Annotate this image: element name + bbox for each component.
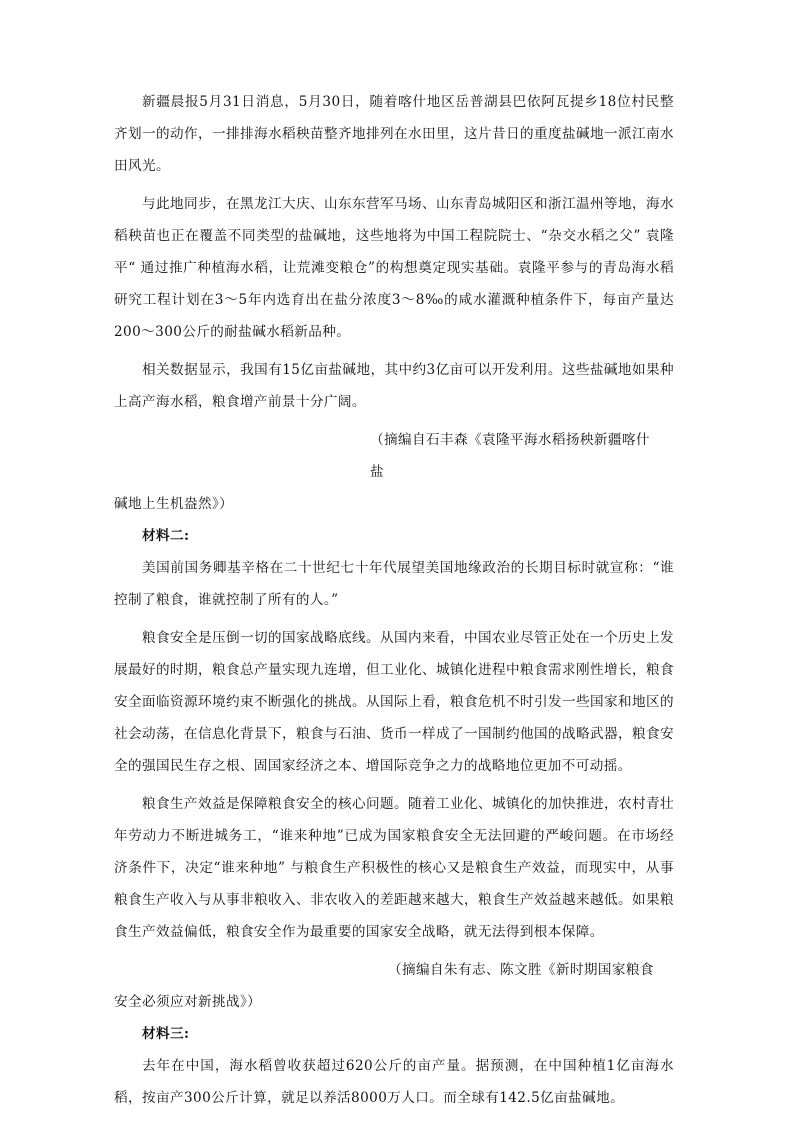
material-one-paragraph-2: 与此地同步，在黑龙江大庆、山东东营军马场、山东青岛城阳区和浙江温州等地，海水稻秧苗也正在覆盖不同类型的盐碱地，这些地将为中国工程院院士、“杂交水稻之父” 袁隆平“ 通过推广种植海水稻，让荒滩变粮仓”的构想奠定现实基础。袁隆平参与的青岛海水稻研究工程计划在3～5年内选育出在盐分浓度3～8‰的咸水灌溉种植条件下，每亩产量达200～300公斤的耐盐碱水稻新品种。 [114,196,674,340]
document-body [114,86,674,1114]
material-one-source-line-2: 碱地上生机盎然》） [114,496,234,512]
material-one-paragraph-1: 新疆晨报5月31日消息，5月30日，随着喀什地区岳普湖县巴依阿瓦提乡18位村民整齐划一的动作，一排排海水稻秧苗整齐地排列在水田里，这片昔日的重度盐碱地一派江南水田风光。 [114,94,674,174]
material-one-paragraph-3: 相关数据显示，我国有15亿亩盐碱地，其中约3亿亩可以开发利用。这些盐碱地如果种上高产海水稻，粮食增产前景十分广阔。 [114,362,674,410]
material-three-paragraph-1: 去年在中国，海水稻曾收获超过620公斤的亩产量。据预测，在中国种植1亿亩海水稻，按亩产300公斤计算，就足以养活8000万人口。而全球有142.5亿亩盐碱地。 [114,1058,674,1106]
material-two-paragraph-2: 粮食安全是压倒一切的国家战略底线。从国内来看，中国农业尽管正处在一个历史上发展最好的时期，粮食总产量实现九连增，但工业化、城镇化进程中粮食需求刚性增长，粮食安全面临资源环境约束不断强化的挑战。从国际上看，粮食危机不时引发一些国家和地区的社会动荡，在信息化背景下，粮食与石油、货币一样成了一国制约他国的战略武器，粮食安全的强国民生存之根、固国家经济之本、增国际竞争之力的战略地位更加不可动摇。 [114,630,674,774]
material-two-paragraph-1: 美国前国务卿基辛格在二十世纪七十年代展望美国地缘政治的长期目标时就宣称：“谁控制了粮食，谁就控制了所有的人。” [114,560,674,608]
material-two-paragraph-3: 粮食生产效益是保障粮食安全的核心问题。随着工业化、城镇化的加快推进，农村青壮年劳动力不断进城务工，“谁来种地”已成为国家粮食安全无法回避的严峻问题。在市场经济条件下，决定“谁来种地” 与粮食生产积极性的核心又是粮食生产效益，而现实中，从事粮食生产收入与从事非粮收入、非农收入的差距越来越大，粮食生产效益越来越低。如果粮食生产效益偏低，粮食安全作为最重要的国家安全战略，就无法得到根本保障。 [114,796,674,940]
material-two-source-line-2: 安全必须应对新挑战》） [114,994,262,1010]
material-one [114,86,674,520]
material-three-heading: 材料三: [142,1026,190,1042]
material-two [114,520,674,1018]
material-three [114,1018,674,1114]
material-two-source-line-1: （摘编自朱有志、陈文胜《新时期国家粮食 [388,962,654,978]
material-one-source-line-1: （摘编自石丰森《袁隆平海水稻扬秧新疆喀什 盐 [370,432,664,480]
material-two-heading: 材料二: [142,528,190,544]
